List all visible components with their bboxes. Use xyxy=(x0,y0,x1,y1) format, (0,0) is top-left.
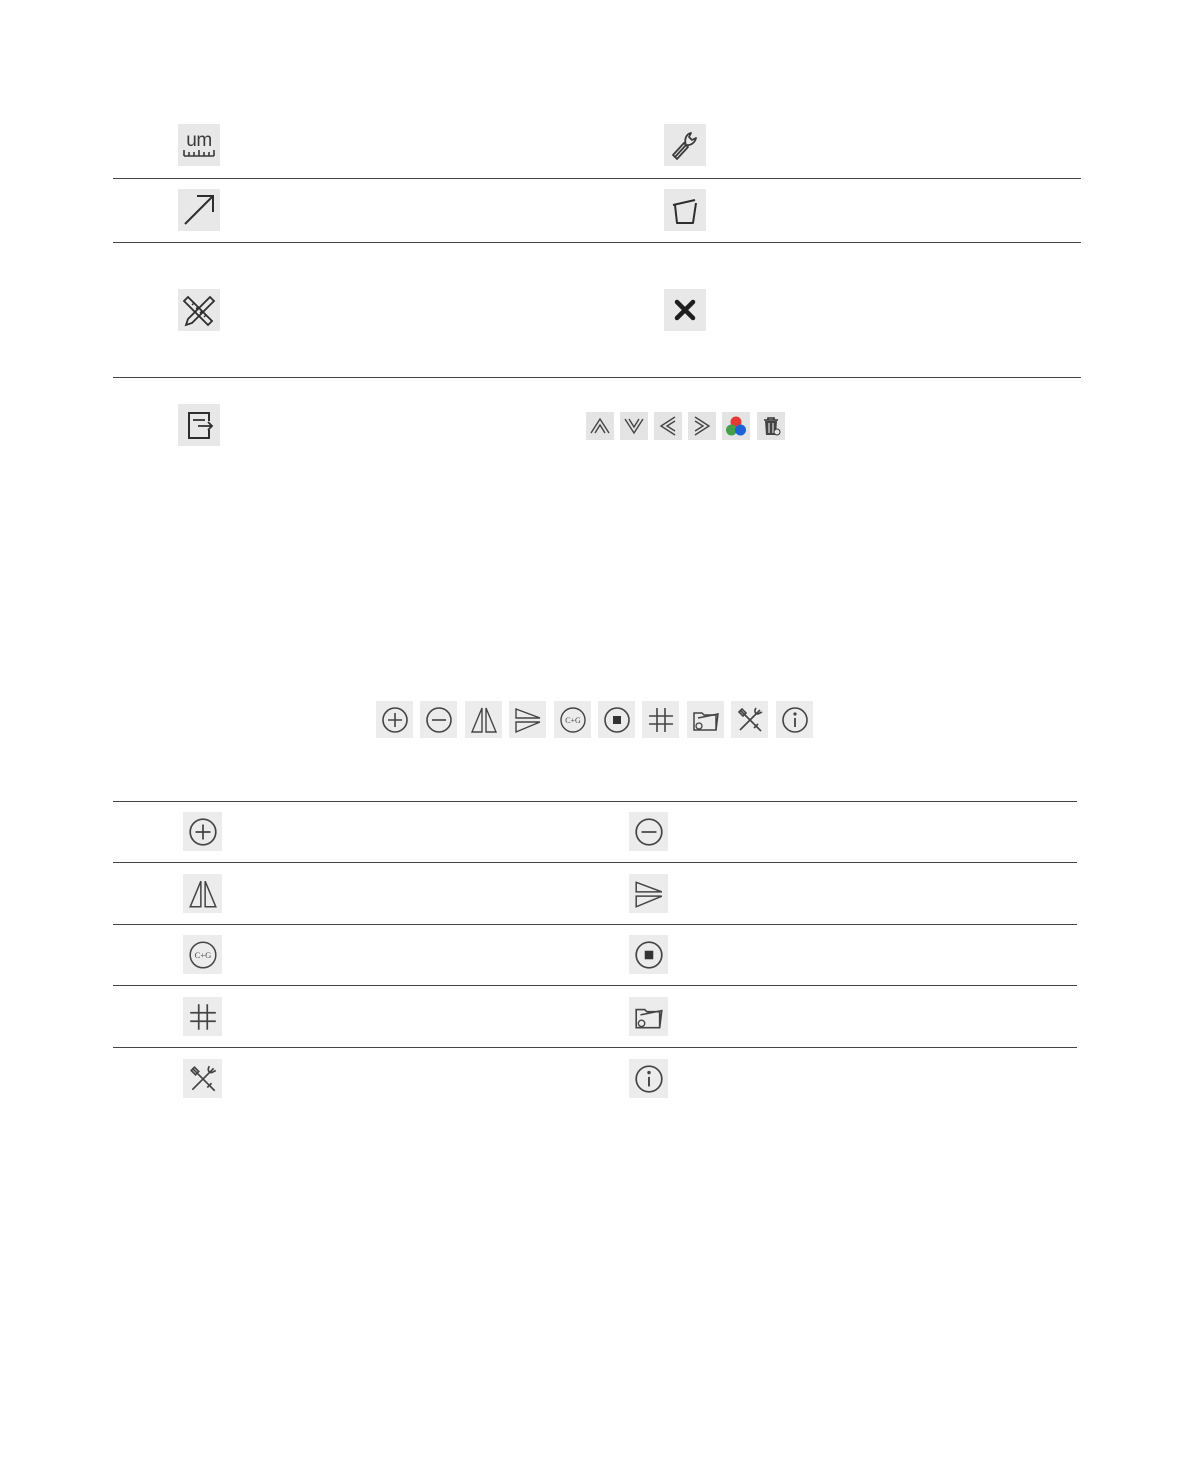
color-icon[interactable] xyxy=(722,412,750,440)
info-icon[interactable] xyxy=(629,1059,668,1098)
record-icon[interactable] xyxy=(598,701,635,738)
table-divider xyxy=(113,178,1081,179)
flip-vertical-icon[interactable] xyxy=(629,874,668,913)
export-icon[interactable] xyxy=(178,404,220,446)
move-down-icon[interactable] xyxy=(620,412,648,440)
center-label: C+G xyxy=(564,715,581,725)
table-divider xyxy=(113,985,1077,986)
zoom-in-icon[interactable] xyxy=(183,812,222,851)
ruler-scale xyxy=(182,149,216,157)
flip-vertical-icon[interactable] xyxy=(509,701,546,738)
units-label: um xyxy=(186,130,212,151)
flip-horizontal-icon[interactable] xyxy=(183,874,222,913)
grid-icon[interactable] xyxy=(183,997,222,1036)
table-divider xyxy=(113,801,1077,802)
table-divider xyxy=(113,862,1077,863)
delete-icon[interactable] xyxy=(757,412,785,440)
center-icon[interactable] xyxy=(554,701,591,738)
units-ruler-icon[interactable] xyxy=(178,124,220,166)
tools-icon[interactable] xyxy=(731,701,768,738)
table-divider xyxy=(113,377,1081,378)
table-divider xyxy=(113,242,1081,243)
zoom-out-icon[interactable] xyxy=(420,701,457,738)
open-folder-icon[interactable] xyxy=(687,701,724,738)
flip-horizontal-icon[interactable] xyxy=(465,701,502,738)
move-left-icon[interactable] xyxy=(654,412,682,440)
table-divider xyxy=(113,1047,1077,1048)
arrow-icon[interactable] xyxy=(178,189,220,231)
move-up-icon[interactable] xyxy=(586,412,614,440)
table-divider xyxy=(113,924,1077,925)
ruler-pencil-icon[interactable] xyxy=(178,289,220,331)
move-right-icon[interactable] xyxy=(688,412,716,440)
zoom-out-icon[interactable] xyxy=(629,812,668,851)
zoom-in-icon[interactable] xyxy=(376,701,413,738)
wrench-icon[interactable] xyxy=(664,124,706,166)
grid-icon[interactable] xyxy=(642,701,679,738)
record-icon[interactable] xyxy=(629,935,668,974)
center-icon[interactable] xyxy=(183,935,222,974)
close-icon[interactable] xyxy=(664,289,706,331)
eraser-icon[interactable] xyxy=(664,189,706,231)
tools-icon[interactable] xyxy=(183,1059,222,1098)
info-icon[interactable] xyxy=(776,701,813,738)
open-folder-icon[interactable] xyxy=(629,997,668,1036)
center-label: C+G xyxy=(194,949,211,960)
